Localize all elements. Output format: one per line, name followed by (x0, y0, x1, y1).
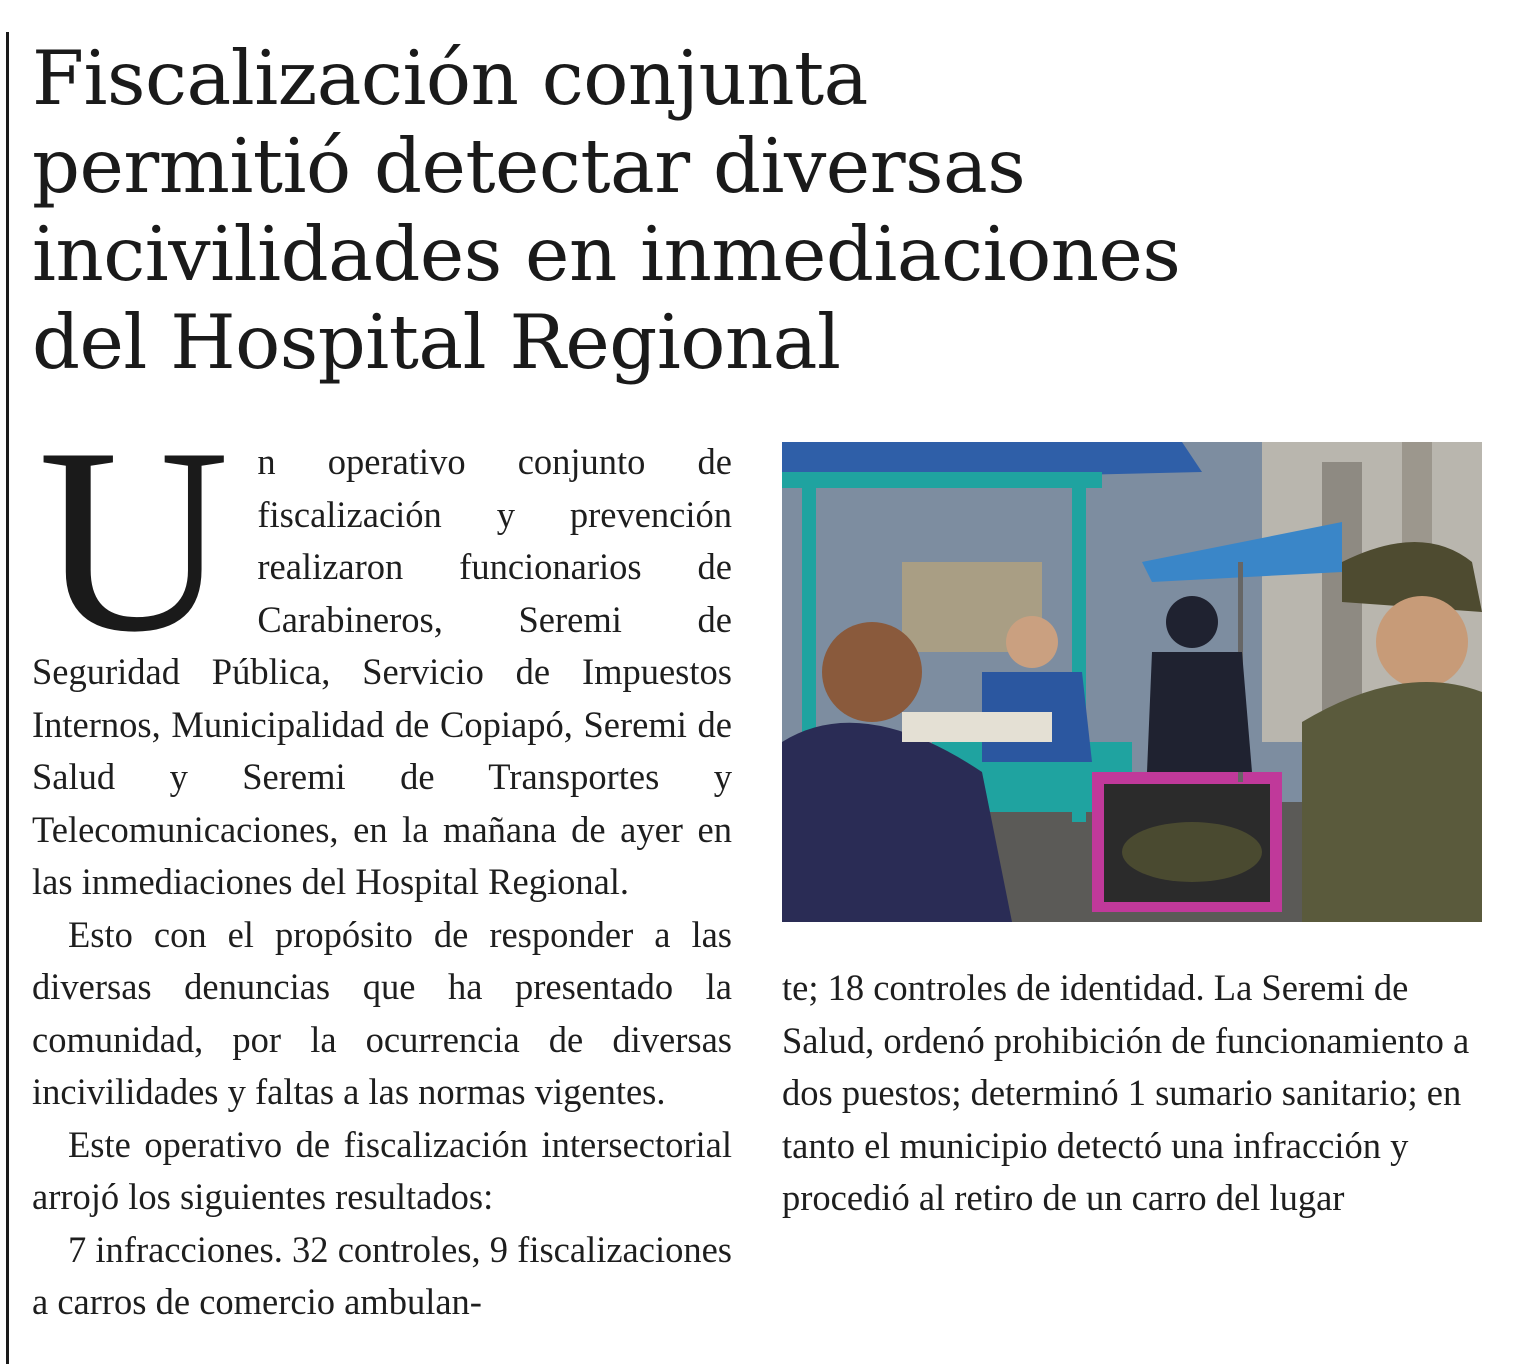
officer-uniform (1302, 682, 1482, 922)
column-rule (6, 32, 9, 1364)
headline-line-1: Fiscalización conjunta (32, 34, 868, 122)
inspector-jacket (1147, 652, 1252, 772)
headline-line-2: permitió detectar diversas (32, 122, 1026, 210)
cart-tray (902, 712, 1052, 742)
officer-face (1376, 596, 1468, 688)
headline (32, 34, 1502, 386)
headline-line-4: del Hospital Regional (32, 298, 841, 386)
headline-line-3: incivilidades en inmediaciones (32, 210, 1181, 298)
body-column-left (32, 394, 732, 1329)
woman-hair (822, 622, 922, 722)
news-photo (782, 442, 1482, 922)
photo-illustration (782, 442, 1482, 922)
paragraph-4-continued: te; 18 controles de identidad. La Seremi de Salud, ordenó prohibición de funcionamiento a dos puestos; determinó 1 sumario sanitario; en tanto el municipio detectó una infracción y procedió al retiro de un carro del lugar (782, 967, 1470, 1218)
inspector-head (1166, 596, 1218, 648)
fryer-oil (1122, 822, 1262, 882)
paragraph-1 (32, 394, 732, 909)
vendor-head (1006, 616, 1058, 668)
drop-cap: U (38, 394, 230, 687)
cart-roof (782, 472, 1102, 488)
paragraph-1-text: n operativo conjunto de fiscalización y prevención realizaron funcionarios de Carabineros, Seremi de Seguridad Pública, Servicio de Impuestos Internos, Municipalidad de Copiapó, Seremi de Salud y Seremi de Transportes y Telecomunicaciones, en la mañana de ayer en las inmediaciones del Hospital Regional. (32, 441, 732, 902)
paragraph-3: Este operativo de fiscalización intersectorial arrojó los siguientes resultados: (32, 1123, 732, 1217)
paragraph-4-start: 7 infracciones. 32 controles, 9 fiscalizaciones a carros de comercio ambulan- (32, 1228, 732, 1322)
body-column-right (782, 962, 1482, 1225)
paragraph-2: Esto con el propósito de responder a las diversas denuncias que ha presentado la comunidad, por la ocurrencia de diversas incivilidades y faltas a las normas vigentes. (32, 913, 732, 1112)
